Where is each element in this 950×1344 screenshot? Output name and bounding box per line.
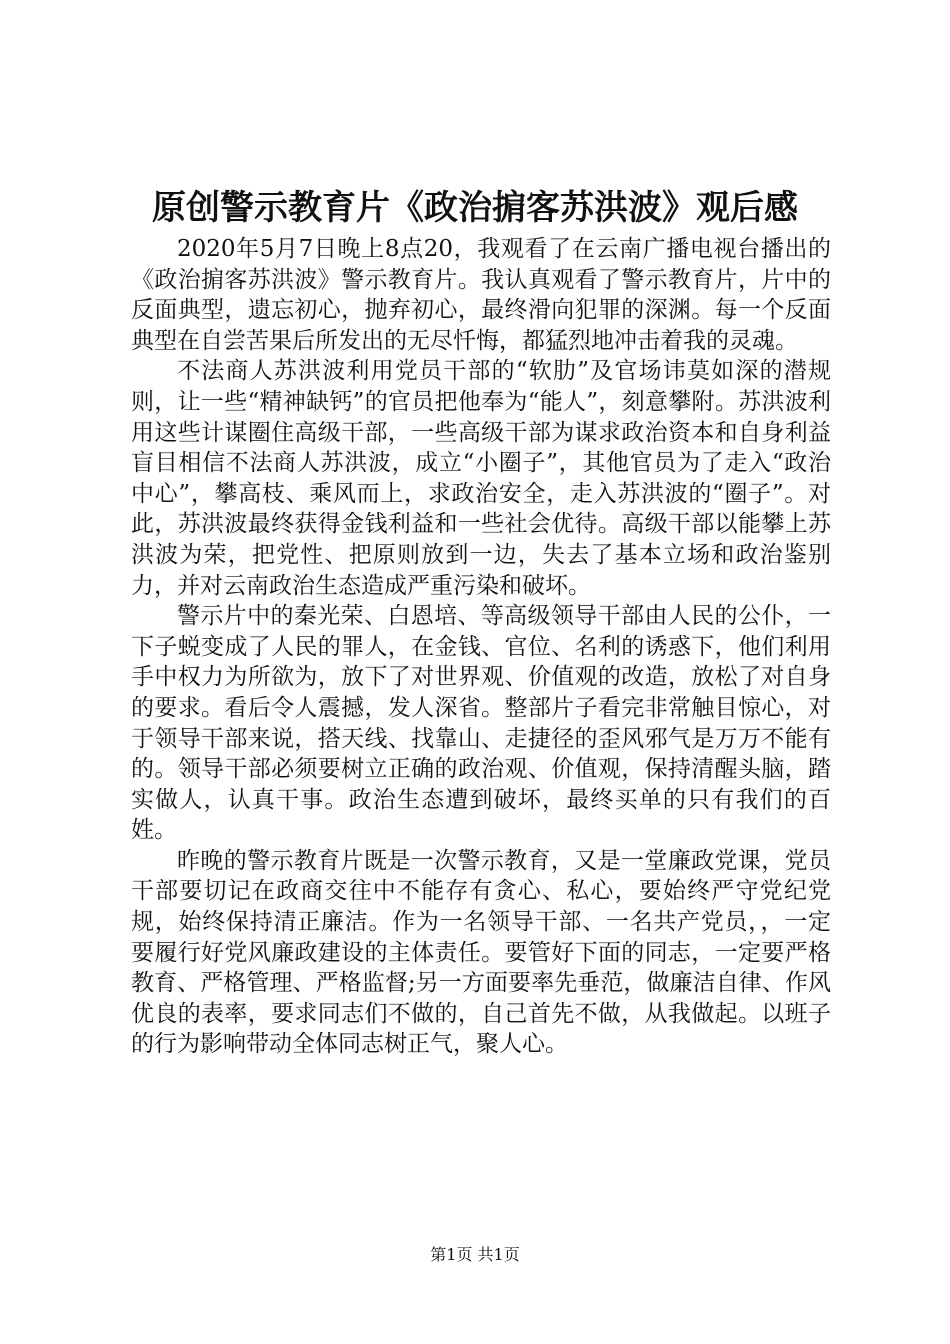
page-footer: 第1页 共1页 bbox=[430, 1245, 520, 1264]
paragraph-4: 昨晚的警示教育片既是一次警示教育，又是一堂廉政党课，党员干部要切记在政商交往中不能存有贪心、私心，要始终严守党纪党规，始终保持清正廉洁。作为一名领导干部、一名共产党员，，一定要履行好党风廉政建设的主体责任。要管好下面的同志，一定要严格教育、严格管理、严格监督;另一方面要率先垂范，做廉洁自律、作风优良的表率，要求同志们不做的，自己首先不做，从我做起。以班子的行为影响带动全体同志树正气，聚人心。 bbox=[131, 847, 831, 1058]
paragraph-2: 不法商人苏洪波利用党员干部的“软肋”及官场讳莫如深的潜规则，让一些“精神缺钙”的官员把他奉为“能人”，刻意攀附。苏洪波利用这些计谋圈住高级干部，一些高级干部为谋求政治资本和自身利益盲目相信不法商人苏洪波，成立“小圈子”，其他官员为了走入“政治中心”，攀高枝、乘风而上，求政治安全，走入苏洪波的“圈子”。对此，苏洪波最终获得金钱利益和一些社会优待。高级干部以能攀上苏洪波为荣，把党性、把原则放到一边，失去了基本立场和政治鉴别力，并对云南政治生态造成严重污染和破坏。 bbox=[131, 358, 831, 599]
document-body bbox=[131, 234, 831, 1060]
paragraph-1: 2020年5月7日晚上8点20，我观看了在云南广播电视台播出的《政治掮客苏洪波》警示教育片。我认真观看了警示教育片，片中的反面典型，遗忘初心，抛弃初心，最终滑向犯罪的深渊。每一个反面典型在自尝苦果后所发出的无尽忏悔，都猛烈地冲击着我的灵魂。 bbox=[131, 236, 831, 354]
paragraph-3: 警示片中的秦光荣、白恩培、等高级领导干部由人民的公仆，一下子蜕变成了人民的罪人，在金钱、官位、名利的诱惑下，他们利用手中权力为所欲为，放下了对世界观、价值观的改造，放松了对自身的要求。看后令人震撼，发人深省。整部片子看完非常触目惊心，对于领导干部来说，搭天线、找靠山、走捷径的歪风邪气是万万不能有的。领导干部必须要树立正确的政治观、价值观，保持清醒头脑，踏实做人，认真干事。政治生态遭到破坏，最终买单的只有我们的百姓。 bbox=[131, 603, 831, 844]
document-title: 原创警示教育片《政治掮客苏洪波》观后感 bbox=[152, 188, 798, 228]
